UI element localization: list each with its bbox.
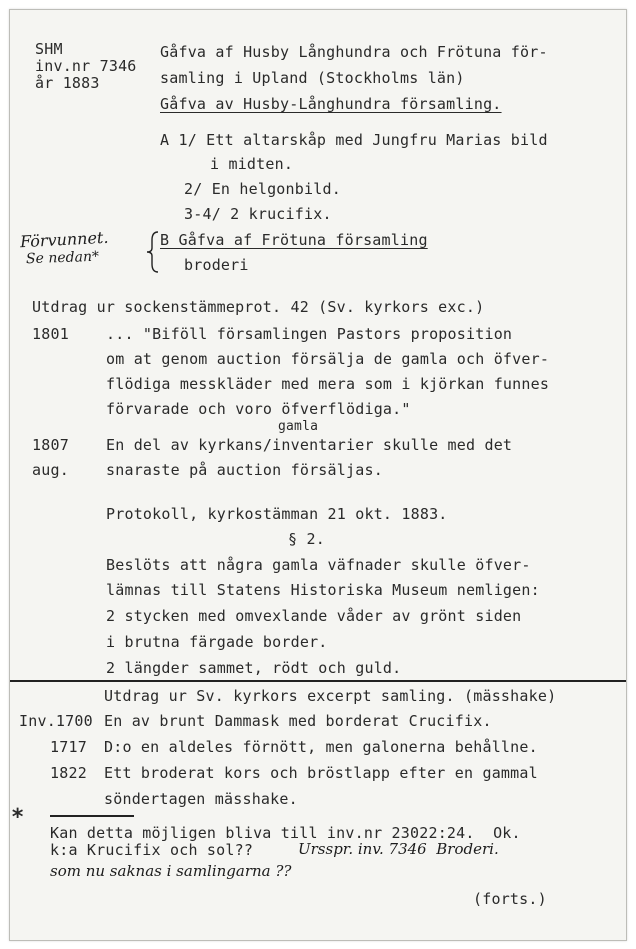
- paragraph-number: § 2.: [288, 530, 325, 548]
- excerpt-line-2: D:o en aldeles förnött, men galonerna behållne.: [104, 738, 538, 756]
- list-a-line-4: 3-4/ 2 krucifix.: [184, 205, 332, 223]
- year-1807: 1807: [32, 436, 69, 454]
- inventory-1700: Inv.1700: [19, 712, 93, 730]
- header-line-3: Gåfva av Husby-Långhundra församling.: [160, 95, 502, 113]
- extract-line-3: flödiga messkläder med mera som i kjörkan funnes: [106, 375, 550, 393]
- extract-title: Utdrag ur sockenstämmeprot. 42 (Sv. kyrkors exc.): [32, 298, 485, 316]
- extract-line-1: ... "Biföll församlingen Pastors proposition: [106, 325, 513, 343]
- list-a-line-3: 2/ En helgonbild.: [184, 180, 341, 198]
- inserted-word: gamla: [278, 419, 319, 434]
- footnote-rule: [50, 815, 134, 817]
- year-1822: 1822: [50, 764, 87, 782]
- section-divider: [10, 680, 626, 682]
- list-b-line-2: broderi: [184, 256, 249, 274]
- protocol-line-3: 2 stycken med omvexlande våder av grönt siden: [106, 607, 522, 625]
- brace-icon: [146, 230, 160, 274]
- extract-line-4: förvarade och voro öfverflödiga.": [106, 400, 411, 418]
- handwritten-annotation-1: Ursspr. inv. 7346 Broderi.: [298, 840, 499, 858]
- handwritten-note-see-below: Se nedan*: [25, 248, 100, 268]
- handwritten-annotation-2: som nu saknas i samlingarna ??: [50, 862, 292, 880]
- catalog-card: [9, 9, 627, 941]
- footer-line-2: k:a Krucifix och sol??: [50, 841, 254, 859]
- protocol-line-1: Beslöts att några gamla väfnader skulle öfver-: [106, 556, 531, 574]
- extract-line-5: En del av kyrkans/inventarier skulle med det: [106, 436, 513, 454]
- inventory-number: inv.nr 7346: [35, 57, 137, 75]
- asterisk-mark: *: [11, 805, 25, 830]
- extract-line-2: om at genom auction försälja de gamla och öfver-: [106, 350, 550, 368]
- protocol-line-5: 2 längder sammet, rödt och guld.: [106, 659, 402, 677]
- protocol-line-4: i brutna färgade border.: [106, 633, 328, 651]
- museum-code: SHM: [35, 40, 63, 58]
- year: år 1883: [35, 74, 100, 92]
- excerpt-title: Utdrag ur Sv. kyrkors excerpt samling. (mässhake): [104, 687, 557, 705]
- list-a-line-2: i midten.: [210, 155, 294, 173]
- year-1717: 1717: [50, 738, 87, 756]
- month-aug: aug.: [32, 461, 69, 479]
- header-line-2: samling i Upland (Stockholms län): [160, 69, 465, 87]
- excerpt-line-4: söndertagen mässhake.: [104, 790, 298, 808]
- list-a-line-1: A 1/ Ett altarskåp med Jungfru Marias bild: [160, 131, 548, 149]
- footer-line-1: Kan detta möjligen bliva till inv.nr 23022:24. Ok.: [50, 824, 521, 842]
- excerpt-line-1: En av brunt Dammask med borderat Crucifix.: [104, 712, 492, 730]
- extract-line-6: snaraste på auction försäljas.: [106, 461, 383, 479]
- header-line-1: Gåfva af Husby Långhundra och Frötuna för-: [160, 43, 548, 61]
- excerpt-line-3: Ett broderat kors och bröstlapp efter en gammal: [104, 764, 538, 782]
- handwritten-note-lost: Förvunnet.: [19, 227, 109, 252]
- list-b-line-1: B Gåfva af Frötuna församling: [160, 231, 428, 249]
- protocol-line-2: lämnas till Statens Historiska Museum nemligen:: [106, 581, 540, 599]
- year-1801: 1801: [32, 325, 69, 343]
- continued-note: (forts.): [473, 890, 547, 908]
- protocol-title: Protokoll, kyrkostämman 21 okt. 1883.: [106, 505, 448, 523]
